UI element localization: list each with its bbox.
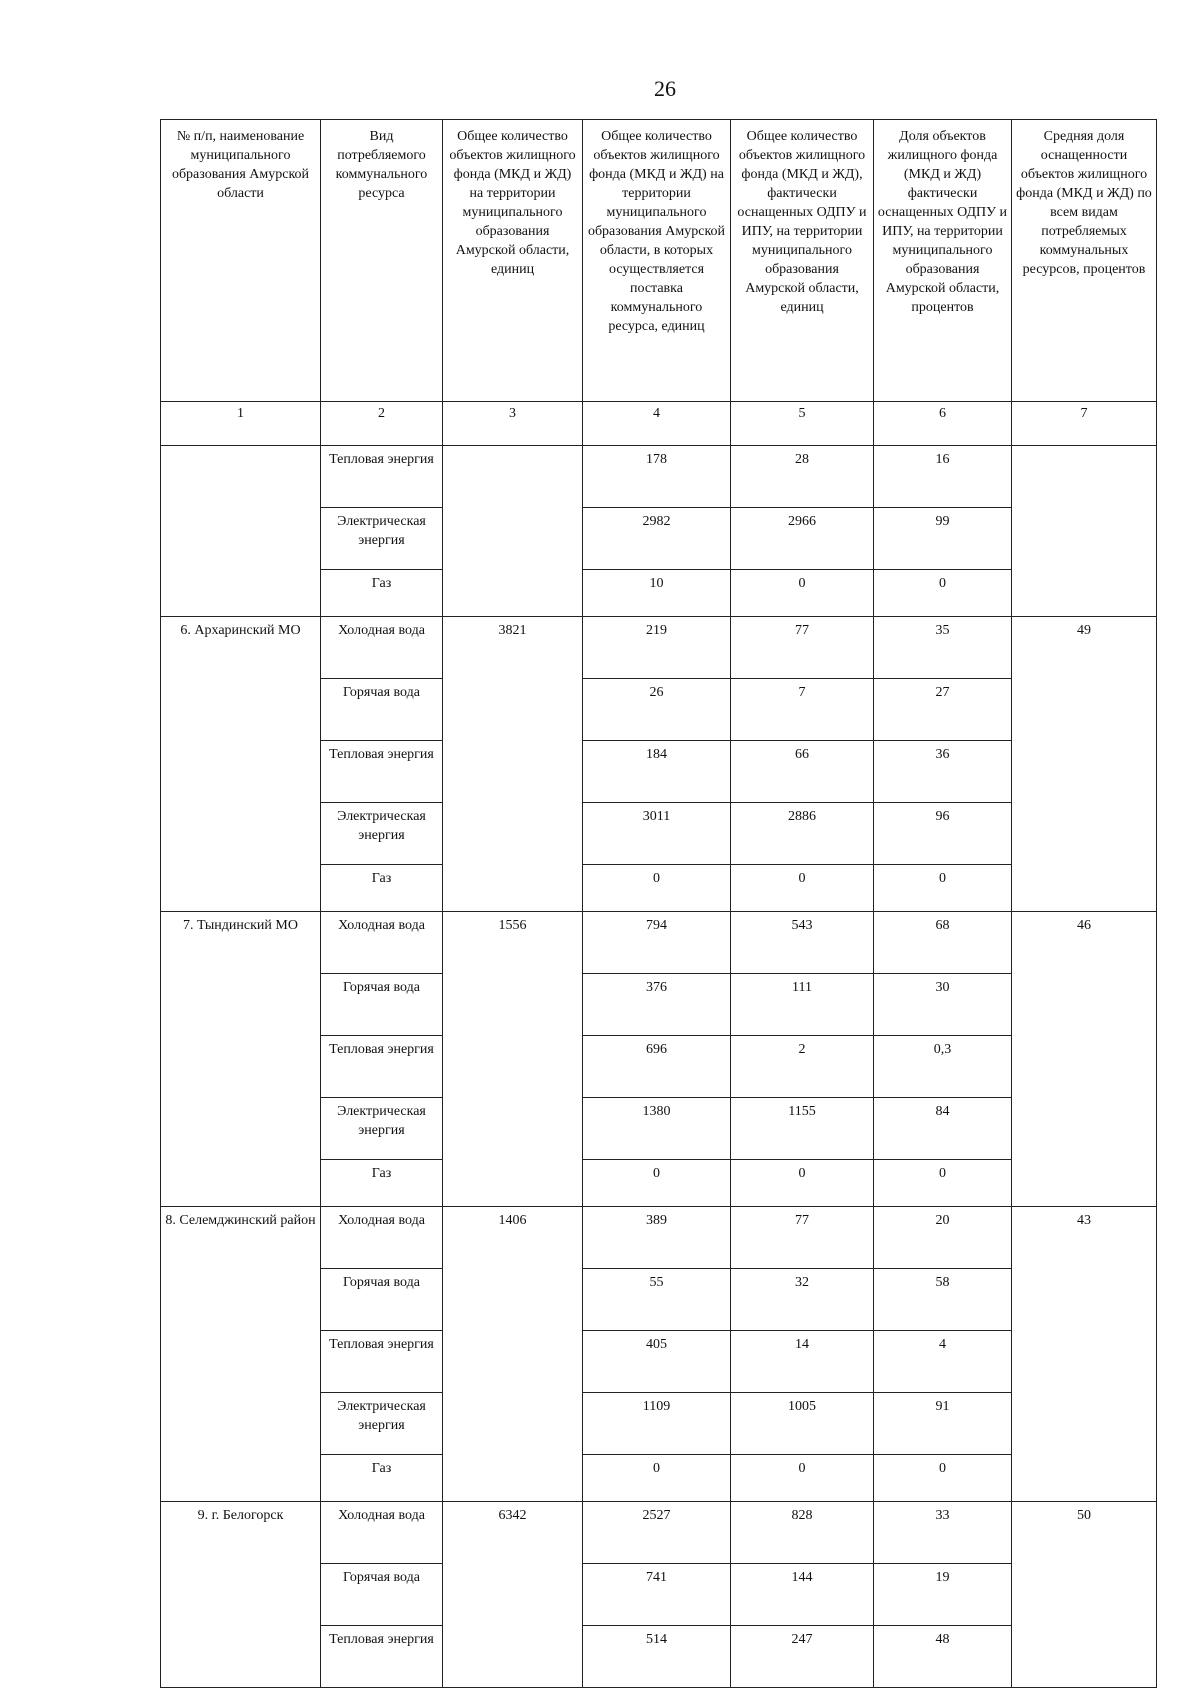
supplied-objects: 55 bbox=[583, 1269, 731, 1331]
resource-type: Горячая вода bbox=[321, 974, 443, 1036]
total-objects: 1556 bbox=[443, 912, 583, 1207]
resource-type: Газ bbox=[321, 1455, 443, 1502]
resource-type: Холодная вода bbox=[321, 1502, 443, 1564]
table-row bbox=[161, 446, 1157, 508]
supplied-objects: 1380 bbox=[583, 1098, 731, 1160]
table-row bbox=[161, 617, 1157, 679]
municipality-name bbox=[161, 446, 321, 617]
header-equipped-share: Доля объектов жилищного фонда (МКД и ЖД) фактически оснащенных ОДПУ и ИПУ, на территории муниципального образования Амурской области, процентов bbox=[874, 120, 1012, 402]
supplied-objects: 219 bbox=[583, 617, 731, 679]
header-municipality: № п/п, наименование муниципального образования Амурской области bbox=[161, 120, 321, 402]
equipped-share: 68 bbox=[874, 912, 1012, 974]
equipped-objects: 1155 bbox=[731, 1098, 874, 1160]
total-objects: 3821 bbox=[443, 617, 583, 912]
equipped-share: 99 bbox=[874, 508, 1012, 570]
equipped-objects: 247 bbox=[731, 1626, 874, 1688]
header-equipped-objects: Общее количество объектов жилищного фонда (МКД и ЖД), фактически оснащенных ОДПУ и ИПУ, на территории муниципального образования Амурской области, единиц bbox=[731, 120, 874, 402]
equipped-objects: 32 bbox=[731, 1269, 874, 1331]
equipped-share: 33 bbox=[874, 1502, 1012, 1564]
average-share: 43 bbox=[1012, 1207, 1157, 1502]
equipped-objects: 144 bbox=[731, 1564, 874, 1626]
equipped-objects: 1005 bbox=[731, 1393, 874, 1455]
supplied-objects: 794 bbox=[583, 912, 731, 974]
equipped-share: 0 bbox=[874, 865, 1012, 912]
header-supplied-objects: Общее количество объектов жилищного фонда (МКД и ЖД) на территории муниципального образования Амурской области, в которых осуществляется поставка коммунального ресурса, единиц bbox=[583, 120, 731, 402]
resource-type: Тепловая энергия bbox=[321, 741, 443, 803]
equipped-share: 19 bbox=[874, 1564, 1012, 1626]
column-number: 3 bbox=[443, 402, 583, 446]
municipality-name: 8. Селемджинский район bbox=[161, 1207, 321, 1502]
supplied-objects: 514 bbox=[583, 1626, 731, 1688]
equipped-objects: 66 bbox=[731, 741, 874, 803]
resource-type: Горячая вода bbox=[321, 679, 443, 741]
average-share: 50 bbox=[1012, 1502, 1157, 1688]
column-number-row bbox=[161, 402, 1157, 446]
municipality-name: 6. Архаринский МО bbox=[161, 617, 321, 912]
municipality-name: 7. Тындинский МО bbox=[161, 912, 321, 1207]
equipped-share: 0 bbox=[874, 570, 1012, 617]
resource-type: Горячая вода bbox=[321, 1564, 443, 1626]
equipped-objects: 14 bbox=[731, 1331, 874, 1393]
equipped-share: 48 bbox=[874, 1626, 1012, 1688]
equipped-objects: 28 bbox=[731, 446, 874, 508]
resource-type: Тепловая энергия bbox=[321, 446, 443, 508]
equipped-objects: 2886 bbox=[731, 803, 874, 865]
header-resource-type: Вид потребляемого коммунального ресурса bbox=[321, 120, 443, 402]
supplied-objects: 376 bbox=[583, 974, 731, 1036]
equipped-share: 58 bbox=[874, 1269, 1012, 1331]
municipality-name: 9. г. Белогорск bbox=[161, 1502, 321, 1688]
average-share: 49 bbox=[1012, 617, 1157, 912]
equipped-share: 16 bbox=[874, 446, 1012, 508]
supplied-objects: 741 bbox=[583, 1564, 731, 1626]
supplied-objects: 0 bbox=[583, 865, 731, 912]
column-number: 4 bbox=[583, 402, 731, 446]
supplied-objects: 10 bbox=[583, 570, 731, 617]
header-average-share: Средняя доля оснащенности объектов жилищного фонда (МКД и ЖД) по всем видам потребляемых коммунальных ресурсов, процентов bbox=[1012, 120, 1157, 402]
total-objects bbox=[443, 446, 583, 617]
equipped-share: 0,3 bbox=[874, 1036, 1012, 1098]
equipped-share: 91 bbox=[874, 1393, 1012, 1455]
equipped-objects: 77 bbox=[731, 1207, 874, 1269]
page-number: 26 bbox=[654, 76, 676, 101]
resource-type: Холодная вода bbox=[321, 1207, 443, 1269]
resource-type: Тепловая энергия bbox=[321, 1331, 443, 1393]
resource-type: Тепловая энергия bbox=[321, 1626, 443, 1688]
column-number: 1 bbox=[161, 402, 321, 446]
equipped-objects: 2 bbox=[731, 1036, 874, 1098]
metering-table bbox=[160, 119, 1157, 1688]
equipped-objects: 2966 bbox=[731, 508, 874, 570]
equipped-objects: 828 bbox=[731, 1502, 874, 1564]
resource-type: Газ bbox=[321, 865, 443, 912]
resource-type: Горячая вода bbox=[321, 1269, 443, 1331]
equipped-share: 30 bbox=[874, 974, 1012, 1036]
supplied-objects: 1109 bbox=[583, 1393, 731, 1455]
equipped-share: 35 bbox=[874, 617, 1012, 679]
equipped-share: 84 bbox=[874, 1098, 1012, 1160]
supplied-objects: 2527 bbox=[583, 1502, 731, 1564]
equipped-share: 27 bbox=[874, 679, 1012, 741]
total-objects: 6342 bbox=[443, 1502, 583, 1688]
header-row bbox=[161, 120, 1157, 402]
equipped-objects: 7 bbox=[731, 679, 874, 741]
equipped-share: 0 bbox=[874, 1455, 1012, 1502]
resource-type: Газ bbox=[321, 570, 443, 617]
resource-type: Тепловая энергия bbox=[321, 1036, 443, 1098]
resource-type: Холодная вода bbox=[321, 617, 443, 679]
table-row bbox=[161, 1207, 1157, 1269]
supplied-objects: 184 bbox=[583, 741, 731, 803]
resource-type: Газ bbox=[321, 1160, 443, 1207]
supplied-objects: 389 bbox=[583, 1207, 731, 1269]
resource-type: Холодная вода bbox=[321, 912, 443, 974]
supplied-objects: 0 bbox=[583, 1160, 731, 1207]
header-total-objects: Общее количество объектов жилищного фонда (МКД и ЖД) на территории муниципального образования Амурской области, единиц bbox=[443, 120, 583, 402]
equipped-share: 0 bbox=[874, 1160, 1012, 1207]
resource-type: Электрическая энергия bbox=[321, 1098, 443, 1160]
column-number: 2 bbox=[321, 402, 443, 446]
equipped-objects: 543 bbox=[731, 912, 874, 974]
average-share bbox=[1012, 446, 1157, 617]
supplied-objects: 2982 bbox=[583, 508, 731, 570]
column-number: 5 bbox=[731, 402, 874, 446]
equipped-objects: 0 bbox=[731, 865, 874, 912]
table-row bbox=[161, 1502, 1157, 1564]
equipped-objects: 111 bbox=[731, 974, 874, 1036]
supplied-objects: 3011 bbox=[583, 803, 731, 865]
supplied-objects: 26 bbox=[583, 679, 731, 741]
total-objects: 1406 bbox=[443, 1207, 583, 1502]
average-share: 46 bbox=[1012, 912, 1157, 1207]
equipped-objects: 77 bbox=[731, 617, 874, 679]
column-number: 6 bbox=[874, 402, 1012, 446]
resource-type: Электрическая энергия bbox=[321, 508, 443, 570]
supplied-objects: 696 bbox=[583, 1036, 731, 1098]
resource-type: Электрическая энергия bbox=[321, 1393, 443, 1455]
column-number: 7 bbox=[1012, 402, 1157, 446]
supplied-objects: 178 bbox=[583, 446, 731, 508]
table-row bbox=[161, 912, 1157, 974]
supplied-objects: 0 bbox=[583, 1455, 731, 1502]
equipped-objects: 0 bbox=[731, 1160, 874, 1207]
equipped-share: 20 bbox=[874, 1207, 1012, 1269]
equipped-share: 96 bbox=[874, 803, 1012, 865]
supplied-objects: 405 bbox=[583, 1331, 731, 1393]
equipped-objects: 0 bbox=[731, 1455, 874, 1502]
equipped-share: 4 bbox=[874, 1331, 1012, 1393]
equipped-share: 36 bbox=[874, 741, 1012, 803]
equipped-objects: 0 bbox=[731, 570, 874, 617]
resource-type: Электрическая энергия bbox=[321, 803, 443, 865]
